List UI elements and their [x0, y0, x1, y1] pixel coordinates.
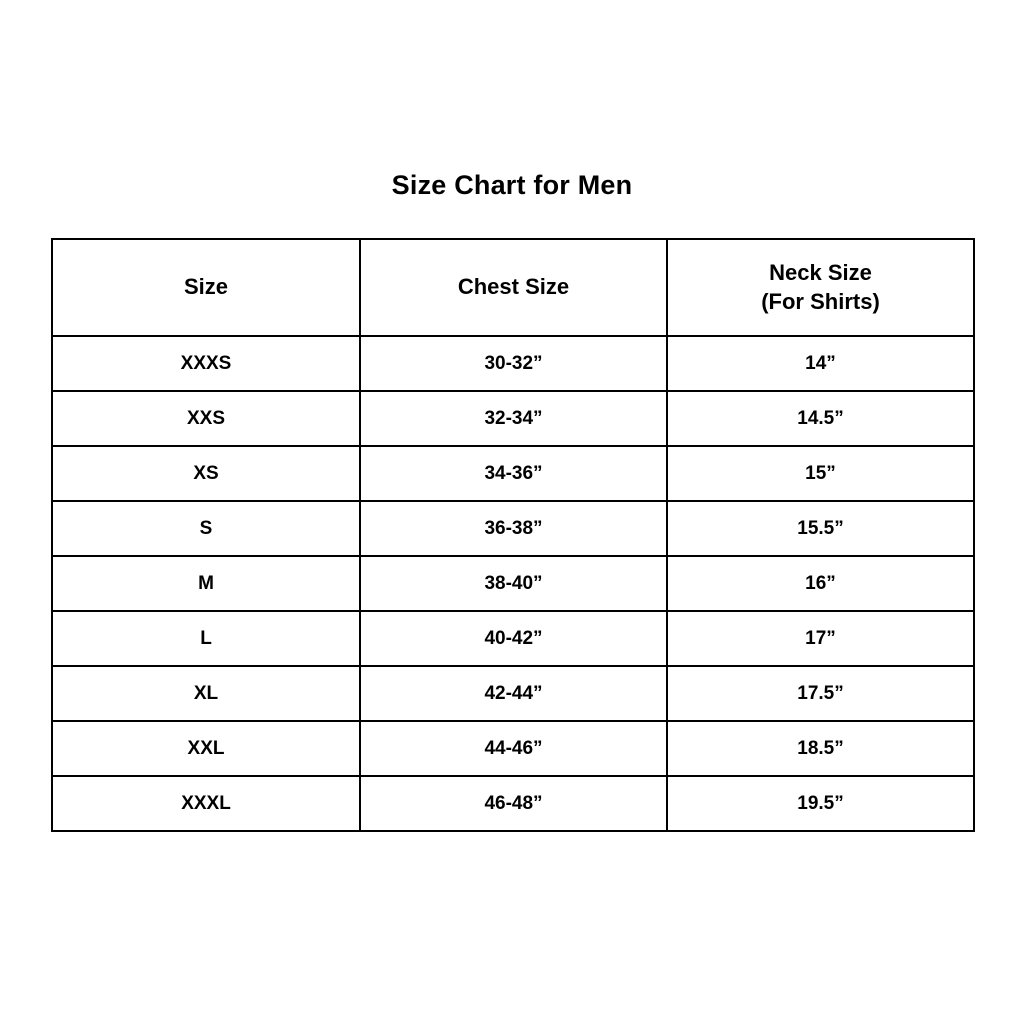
column-header-neck-label: Neck Size: [769, 260, 872, 286]
table-row: [52, 721, 974, 776]
cell-chest: 38-40”: [360, 556, 667, 611]
cell-size: L: [52, 611, 360, 666]
column-header-neck: [667, 239, 974, 336]
size-chart-table-container: [51, 238, 973, 832]
table-row: [52, 336, 974, 391]
table-row: [52, 611, 974, 666]
cell-size: M: [52, 556, 360, 611]
cell-size: S: [52, 501, 360, 556]
cell-neck: 17.5”: [667, 666, 974, 721]
cell-neck: 15.5”: [667, 501, 974, 556]
cell-chest: 40-42”: [360, 611, 667, 666]
cell-neck: 14”: [667, 336, 974, 391]
cell-neck: 15”: [667, 446, 974, 501]
cell-size: XXXL: [52, 776, 360, 831]
cell-chest: 44-46”: [360, 721, 667, 776]
cell-neck: 14.5”: [667, 391, 974, 446]
column-header-neck-sublabel: (For Shirts): [761, 288, 880, 314]
cell-size: XXXS: [52, 336, 360, 391]
column-header-chest-label: Chest Size: [457, 274, 570, 300]
cell-neck: 17”: [667, 611, 974, 666]
table-row: [52, 446, 974, 501]
table-row: [52, 776, 974, 831]
cell-chest: 46-48”: [360, 776, 667, 831]
cell-neck: 18.5”: [667, 721, 974, 776]
cell-neck: 16”: [667, 556, 974, 611]
column-header-size: [52, 239, 360, 336]
cell-chest: 42-44”: [360, 666, 667, 721]
cell-chest: 32-34”: [360, 391, 667, 446]
size-chart-table: [51, 238, 975, 832]
cell-neck: 19.5”: [667, 776, 974, 831]
table-body: [52, 336, 974, 831]
table-row: [52, 391, 974, 446]
cell-chest: 34-36”: [360, 446, 667, 501]
cell-size: XS: [52, 446, 360, 501]
column-header-size-label: Size: [183, 274, 229, 300]
table-header-row: [52, 239, 974, 336]
table-row: [52, 556, 974, 611]
cell-chest: 30-32”: [360, 336, 667, 391]
column-header-chest: [360, 239, 667, 336]
table-header: [52, 239, 974, 336]
cell-size: XL: [52, 666, 360, 721]
cell-size: XXS: [52, 391, 360, 446]
page-title: Size Chart for Men: [391, 170, 633, 200]
cell-chest: 36-38”: [360, 501, 667, 556]
table-row: [52, 501, 974, 556]
cell-size: XXL: [52, 721, 360, 776]
table-row: [52, 666, 974, 721]
